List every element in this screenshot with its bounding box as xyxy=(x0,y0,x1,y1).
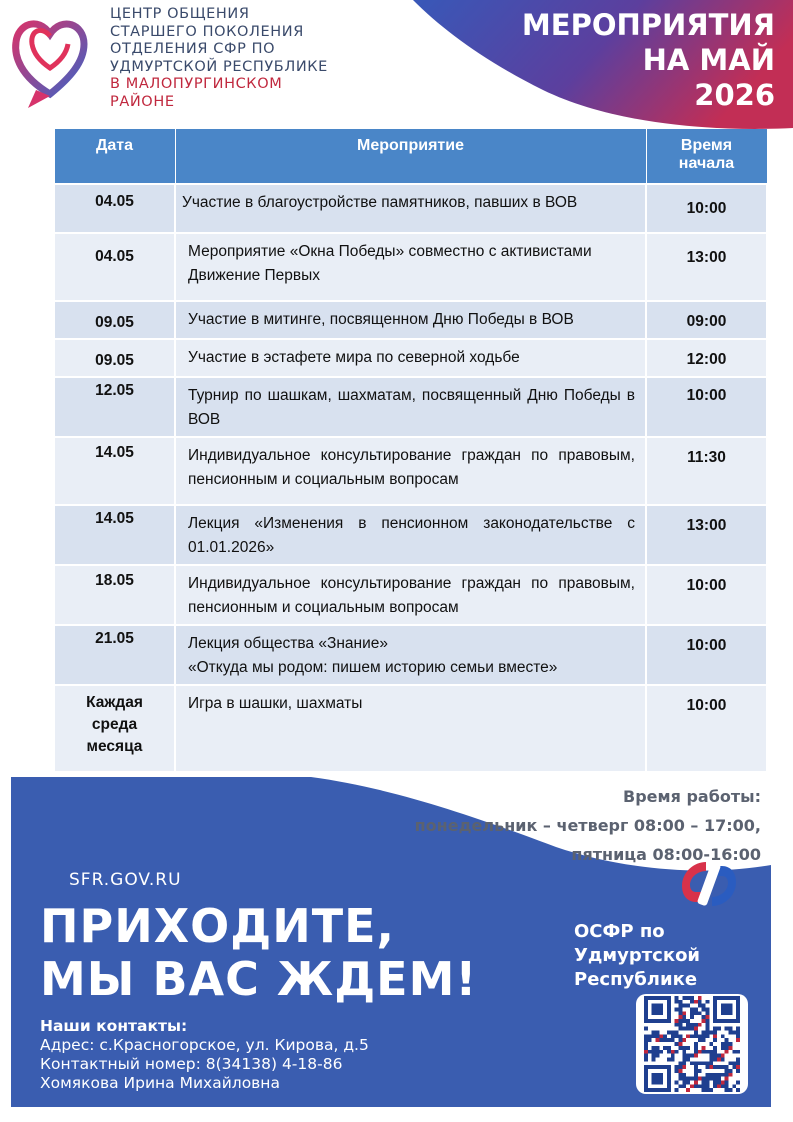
row-date: 12.05 xyxy=(54,377,175,437)
row-date: Каждая среда месяца xyxy=(54,685,175,772)
call-to-action xyxy=(40,900,477,1006)
qr-code-container[interactable] xyxy=(636,994,748,1094)
osfr-line: Республике xyxy=(574,969,698,990)
row-time: 10:00 xyxy=(646,565,767,625)
row-event: Участие в благоустройстве памятников, павших в ВОВ xyxy=(175,184,646,233)
website-link[interactable]: SFR.GOV.RU xyxy=(69,870,182,890)
row-time: 11:30 xyxy=(646,437,767,505)
table-row xyxy=(54,565,767,625)
row-event: Мероприятие «Окна Победы» совместно с активистами Движение Первых xyxy=(175,233,646,301)
title-line: 2026 xyxy=(694,78,775,112)
row-event: Индивидуальное консультирование граждан по правовым, пенсионным и социальным вопросам xyxy=(175,437,646,505)
row-time: 09:00 xyxy=(646,301,767,339)
table-row xyxy=(54,184,767,233)
organization-name xyxy=(110,6,390,111)
row-event: Участие в митинге, посвященном Дню Победы в ВОВ xyxy=(175,301,646,339)
contact-address: Адрес: с.Красногорское, ул. Кирова, д.5 xyxy=(40,1036,369,1054)
table-row xyxy=(54,437,767,505)
table-row xyxy=(54,505,767,565)
row-event: Турнир по шашкам, шахматам, посвященный Дню Победы в ВОВ xyxy=(175,377,646,437)
heart-speech-bubble-icon xyxy=(10,6,90,116)
org-line: СТАРШЕГО ПОКОЛЕНИЯ xyxy=(110,23,304,40)
title-line: НА МАЙ xyxy=(642,43,775,77)
table-row xyxy=(54,625,767,685)
row-time: 10:00 xyxy=(646,685,767,772)
org-line: УДМУРТСКОЙ РЕСПУБЛИКЕ xyxy=(110,58,328,75)
row-event-line: Лекция общества «Знание» xyxy=(188,635,388,652)
row-date: 04.05 xyxy=(54,184,175,233)
page-title xyxy=(522,8,775,113)
hours-line: понедельник – четверг 08:00 – 17:00, xyxy=(414,816,761,835)
table-row xyxy=(54,301,767,339)
row-event: Индивидуальное консультирование граждан по правовым, пенсионным и социальным вопросам xyxy=(175,565,646,625)
row-event: Игра в шашки, шахматы xyxy=(175,685,646,772)
row-time: 10:00 xyxy=(646,377,767,437)
contact-phone[interactable]: Контактный номер: 8(34138) 4-18-86 xyxy=(40,1055,343,1073)
row-date: 18.05 xyxy=(54,565,175,625)
working-hours xyxy=(415,782,761,869)
org-line: ЦЕНТР ОБЩЕНИЯ xyxy=(110,6,250,22)
table-row xyxy=(54,377,767,437)
contact-person: Хомякова Ирина Михайловна xyxy=(40,1074,280,1092)
row-date: 09.05 xyxy=(54,339,175,377)
row-time: 12:00 xyxy=(646,339,767,377)
hours-line: пятница 08:00-16:00 xyxy=(571,845,761,864)
qr-code-icon xyxy=(642,996,742,1092)
hours-title: Время работы: xyxy=(623,787,761,806)
table-row xyxy=(54,685,767,772)
cta-line: МЫ ВАС ЖДЕМ! xyxy=(40,952,478,1006)
osfr-name xyxy=(574,920,700,992)
row-time: 13:00 xyxy=(646,233,767,301)
row-date: 14.05 xyxy=(54,505,175,565)
row-date: 04.05 xyxy=(54,233,175,301)
sfr-logo-icon xyxy=(676,858,742,910)
table-row xyxy=(54,233,767,301)
row-event: Лекция «Изменения в пенсионном законодательстве с 01.01.2026» xyxy=(175,505,646,565)
org-line: В МАЛОПУРГИНСКОМ xyxy=(110,76,283,92)
row-event-line: «Откуда мы родом: пишем историю семьи вместе» xyxy=(188,659,558,676)
table-row xyxy=(54,339,767,377)
contacts-block xyxy=(40,1017,369,1093)
column-header-event: Мероприятие xyxy=(175,129,646,184)
org-line: ОТДЕЛЕНИЯ СФР ПО xyxy=(110,41,276,57)
osfr-line: ОСФР по xyxy=(574,921,665,942)
row-time: 10:00 xyxy=(646,625,767,685)
row-date: 21.05 xyxy=(54,625,175,685)
cta-line: ПРИХОДИТЕ, xyxy=(40,899,396,953)
column-header-time: Время начала xyxy=(646,129,767,184)
contacts-title: Наши контакты: xyxy=(40,1017,188,1035)
row-event xyxy=(175,625,646,685)
row-time: 13:00 xyxy=(646,505,767,565)
events-table xyxy=(53,129,768,773)
row-time: 10:00 xyxy=(646,184,767,233)
row-date: 09.05 xyxy=(54,301,175,339)
column-header-date: Дата xyxy=(54,129,175,184)
osfr-line: Удмуртской xyxy=(574,945,701,966)
title-line: МЕРОПРИЯТИЯ xyxy=(521,8,775,42)
row-event: Участие в эстафете мира по северной ходьбе xyxy=(175,339,646,377)
table-header-row xyxy=(54,129,767,184)
org-line: РАЙОНЕ xyxy=(110,93,175,110)
row-date: 14.05 xyxy=(54,437,175,505)
